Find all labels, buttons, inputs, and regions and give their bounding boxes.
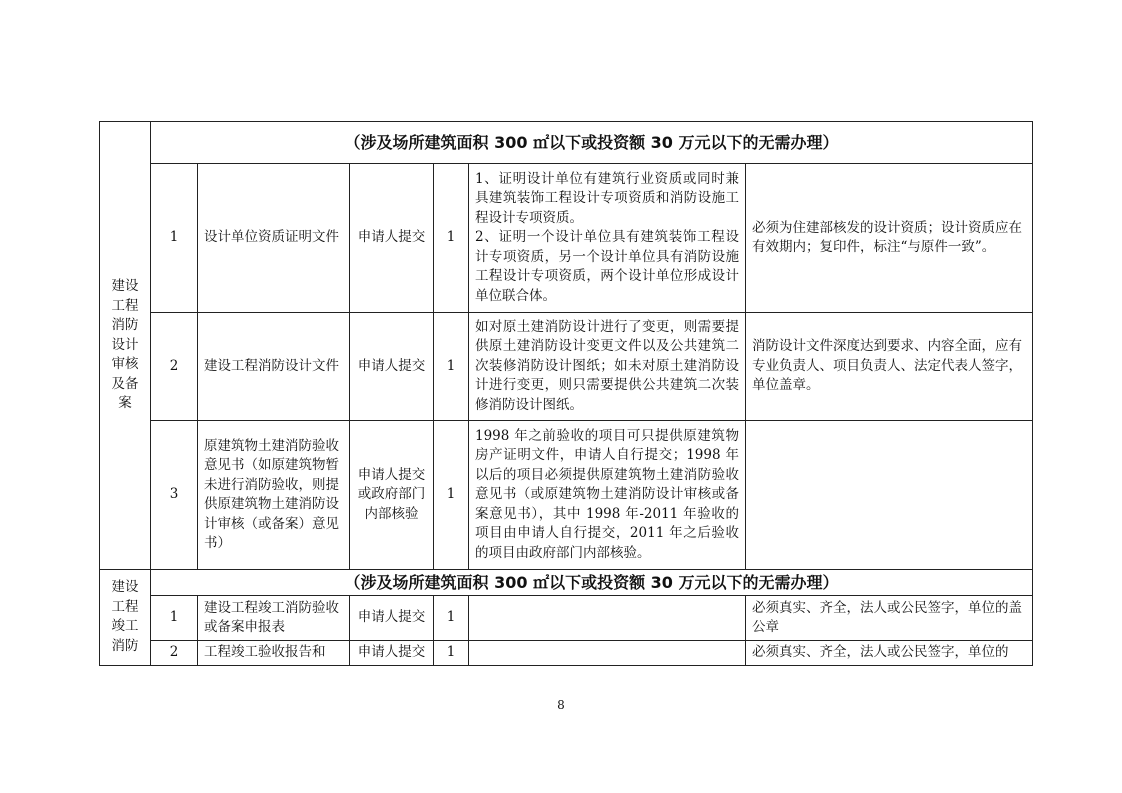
section-banner: （涉及场所建筑面积 300 ㎡以下或投资额 30 万元以下的无需办理） (151, 570, 1033, 596)
table-row (100, 596, 1033, 641)
section-banner: （涉及场所建筑面积 300 ㎡以下或投资额 30 万元以下的无需办理） (151, 122, 1033, 164)
material-requirement: 必须真实、齐全，法人或公民签字，单位的 (746, 641, 1033, 666)
row-number: 2 (151, 641, 198, 666)
copy-count: 1 (434, 641, 469, 666)
material-name: 建设工程消防设计文件 (198, 313, 350, 421)
table-row (100, 641, 1033, 666)
table-row (100, 164, 1033, 313)
material-name: 设计单位资质证明文件 (198, 164, 350, 313)
material-source: 申请人提交 (350, 164, 434, 313)
row-number: 1 (151, 596, 198, 641)
section-label-completion-acceptance: 建设工程竣工消防 (100, 570, 151, 666)
copy-count: 1 (434, 164, 469, 313)
copy-count: 1 (434, 313, 469, 421)
requirements-table (99, 121, 1033, 666)
material-source: 申请人提交或政府部门内部核验 (350, 421, 434, 570)
table-row (100, 313, 1033, 421)
material-name: 建设工程竣工消防验收或备案申报表 (198, 596, 350, 641)
material-description (469, 641, 746, 666)
material-description: 1998 年之前验收的项目可只提供原建筑物房产证明文件，申请人自行提交；1998 年以后的项目必须提供原建筑物土建消防验收意见书（或原建筑物土建消防设计审核或备案意见书），其中 1998 年-2011 年验收的项目由申请人自行提交，2011 年之后验收的项目由政府部门内部核验。 (469, 421, 746, 570)
row-number: 3 (151, 421, 198, 570)
material-name: 工程竣工验收报告和 (198, 641, 350, 666)
copy-count: 1 (434, 421, 469, 570)
material-source: 申请人提交 (350, 313, 434, 421)
material-requirement: 消防设计文件深度达到要求、内容全面，应有专业负责人、项目负责人、法定代表人签字，单位盖章。 (746, 313, 1033, 421)
material-description: 1、证明设计单位有建筑行业资质或同时兼具建筑装饰工程设计专项资质和消防设施工程设计专项资质。 2、证明一个设计单位具有建筑装饰工程设计专项资质，另一个设计单位具有消防设施工程设计专项资质，两个设计单位形成设计单位联合体。 (469, 164, 746, 313)
material-name: 原建筑物土建消防验收意见书（如原建筑物暂未进行消防验收，则提供原建筑物土建消防设计审核（或备案）意见书） (198, 421, 350, 570)
material-source: 申请人提交 (350, 641, 434, 666)
material-requirement: 必须为住建部核发的设计资质；设计资质应在有效期内；复印件，标注“与原件一致”。 (746, 164, 1033, 313)
material-description (469, 596, 746, 641)
material-source: 申请人提交 (350, 596, 434, 641)
material-requirement: 必须真实、齐全，法人或公民签字，单位的盖公章 (746, 596, 1033, 641)
section-label-design-review: 建设工程消防设计审核及备案 (100, 122, 151, 570)
material-description: 如对原土建消防设计进行了变更，则需要提供原土建消防设计变更文件以及公共建筑二次装修消防设计图纸；如未对原土建消防设计进行变更，则只需要提供公共建筑二次装修消防设计图纸。 (469, 313, 746, 421)
page-number: 8 (557, 698, 565, 712)
row-number: 1 (151, 164, 198, 313)
copy-count: 1 (434, 596, 469, 641)
table-row (100, 421, 1033, 570)
row-number: 2 (151, 313, 198, 421)
material-requirement (746, 421, 1033, 570)
